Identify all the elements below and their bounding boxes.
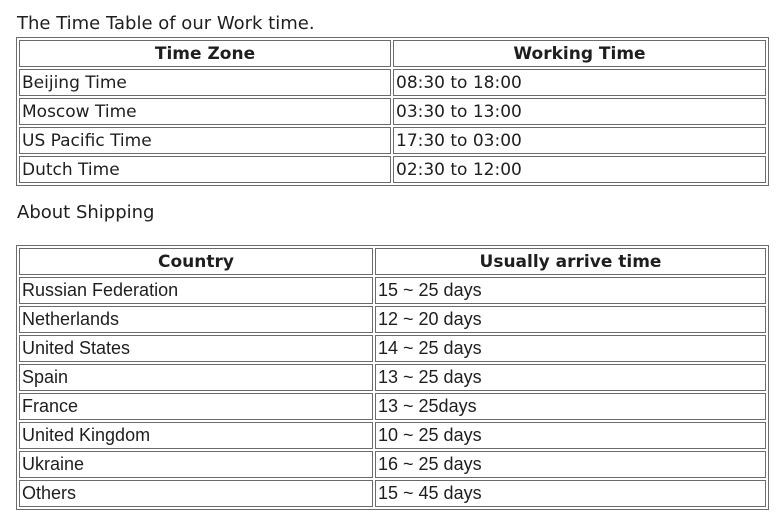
column-header-working-time: Working Time — [393, 40, 766, 67]
table-row — [19, 127, 766, 154]
time-zone-cell: US Pacific Time — [19, 127, 391, 154]
table-row — [19, 393, 766, 420]
working-time-cell: 03:30 to 13:00 — [393, 98, 766, 125]
arrive-time-cell: 13 ~ 25 days — [375, 364, 766, 391]
table-row — [19, 364, 766, 391]
table-row — [19, 69, 766, 96]
table-row — [19, 422, 766, 449]
working-time-cell: 17:30 to 03:00 — [393, 127, 766, 154]
time-zone-cell: Moscow Time — [19, 98, 391, 125]
column-header-time-zone: Time Zone — [19, 40, 391, 67]
shipping-caption: About Shipping — [17, 202, 155, 223]
worktime-table — [16, 37, 769, 186]
arrive-time-cell: 12 ~ 20 days — [375, 306, 766, 333]
arrive-time-cell: 16 ~ 25 days — [375, 451, 766, 478]
country-cell: Spain — [19, 364, 373, 391]
table-row — [19, 335, 766, 362]
table-row — [19, 306, 766, 333]
country-cell: Russian Federation — [19, 277, 373, 304]
time-zone-cell: Beijing Time — [19, 69, 391, 96]
table-row — [19, 156, 766, 183]
country-cell: France — [19, 393, 373, 420]
country-cell: Ukraine — [19, 451, 373, 478]
working-time-cell: 02:30 to 12:00 — [393, 156, 766, 183]
shipping-table — [16, 245, 769, 510]
country-cell: Netherlands — [19, 306, 373, 333]
country-cell: United States — [19, 335, 373, 362]
table-row — [19, 451, 766, 478]
table-row — [19, 480, 766, 507]
worktime-caption: The Time Table of our Work time. — [17, 13, 315, 34]
column-header-arrive-time: Usually arrive time — [375, 248, 766, 275]
table-row — [19, 277, 766, 304]
country-cell: United Kingdom — [19, 422, 373, 449]
column-header-country: Country — [19, 248, 373, 275]
time-zone-cell: Dutch Time — [19, 156, 391, 183]
table-row — [19, 98, 766, 125]
table-header-row — [19, 248, 766, 275]
table-header-row — [19, 40, 766, 67]
arrive-time-cell: 15 ~ 25 days — [375, 277, 766, 304]
arrive-time-cell: 10 ~ 25 days — [375, 422, 766, 449]
arrive-time-cell: 15 ~ 45 days — [375, 480, 766, 507]
arrive-time-cell: 13 ~ 25days — [375, 393, 766, 420]
country-cell: Others — [19, 480, 373, 507]
arrive-time-cell: 14 ~ 25 days — [375, 335, 766, 362]
working-time-cell: 08:30 to 18:00 — [393, 69, 766, 96]
